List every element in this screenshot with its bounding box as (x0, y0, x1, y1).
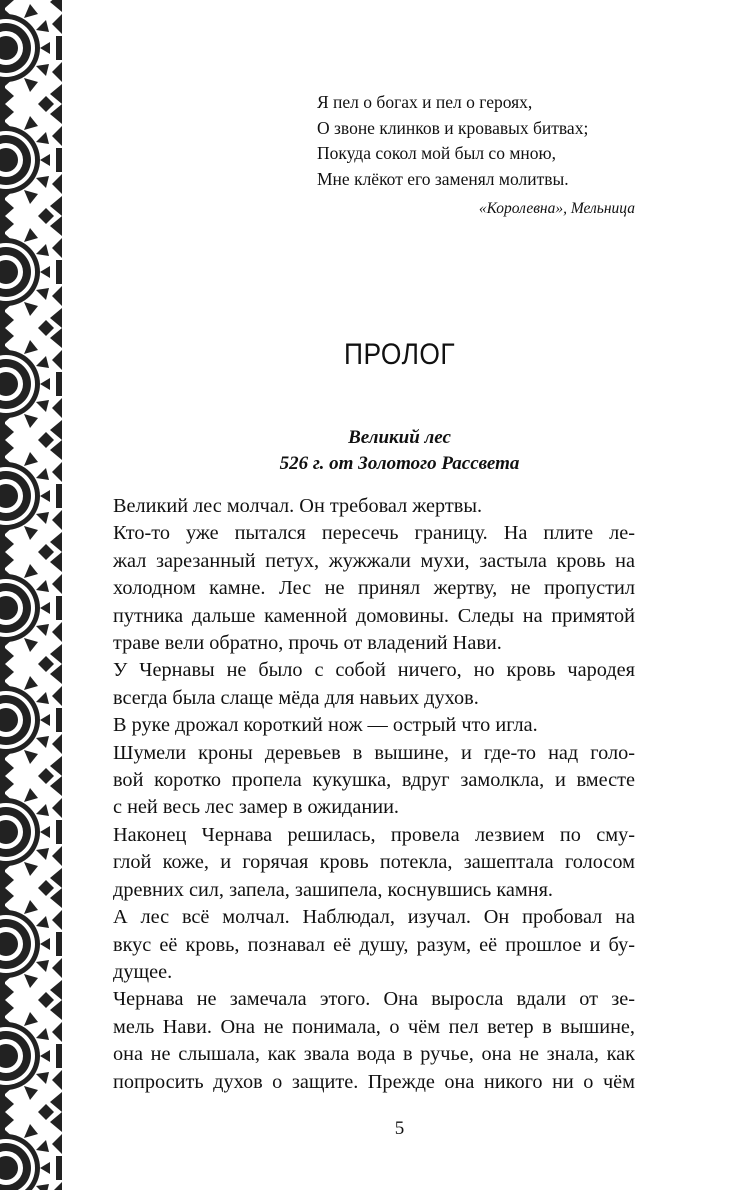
text-line: путника дальше каменной домовины. Следы на примятой (113, 604, 635, 627)
text-line: древних сил, запела, зашипела, коснувшись камня. (113, 878, 554, 901)
text-line: глой коже, и горячая кровь потекла, зашептала голосом (113, 851, 635, 874)
text-line: жал зарезанный петух, жужжали мухи, застыла кровь на (113, 549, 635, 572)
text-line: попросить духов о защите. Прежде она никого ни о чём (113, 1070, 635, 1093)
text-line: холодном камне. Лес не принял жертву, не пропустил (113, 577, 635, 600)
body-text (113, 493, 635, 1096)
epigraph-line: О звоне клинков и кровавых битвах; (317, 117, 589, 138)
text-line: Кто-то уже пытался пересечь границу. На плите ле- (113, 522, 635, 545)
page-number: 5 (394, 1118, 405, 1139)
text-line: У Чернавы не было с собой ничего, но кровь чародея (113, 659, 635, 682)
chapter-title: ПРОЛОГ (344, 338, 456, 371)
ornament-border-icon (0, 0, 62, 1190)
text-line: мель Нави. Она не понимала, о чём пел ветер в вышине, (113, 1015, 635, 1038)
text-line: вкус её кровь, познавал её душу, разум, её прошлое и бу- (113, 933, 635, 956)
text-line: Чернава не замечала этого. Она выросла вдали от зе- (113, 988, 635, 1011)
subheading-place: Великий лес (348, 427, 451, 448)
subheading-date: 526 г. от Золотого Рассвета (279, 453, 520, 474)
text-line: она не слышала, как звала вода в ручье, она не знала, как (113, 1043, 635, 1066)
text-line: траве вели обратно, прочь от владений Нави. (113, 632, 502, 655)
text-line: А лес всё молчал. Наблюдал, изучал. Он пробовал на (113, 906, 635, 929)
epigraph-line: Покуда сокол мой был со мною, (317, 143, 556, 163)
text-line: Шумели кроны деревьев в вышине, и где-то над голо- (113, 741, 635, 764)
epigraph-line: Я пел о богах и пел о героях, (317, 92, 533, 112)
text-line: дущее. (113, 960, 173, 983)
text-line: всегда была слаще мёда для навьих духов. (113, 686, 479, 709)
text-line: вой коротко пропела кукушка, вдруг замолкла, и вместе (113, 769, 635, 792)
epigraph-line: Мне клёкот его заменял молитвы. (317, 168, 569, 189)
epigraph (317, 90, 647, 222)
text-line: В руке дрожал короткий нож — острый что игла. (113, 714, 538, 737)
epigraph-attribution: «Королевна», Мельница (478, 200, 635, 217)
text-line: Великий лес молчал. Он требовал жертвы. (113, 495, 483, 517)
chapter-subheading (62, 425, 737, 477)
text-line: с ней весь лес замер в ожидании. (113, 796, 399, 819)
text-line: Наконец Чернава решилась, провела лезвием по сму- (113, 823, 635, 846)
